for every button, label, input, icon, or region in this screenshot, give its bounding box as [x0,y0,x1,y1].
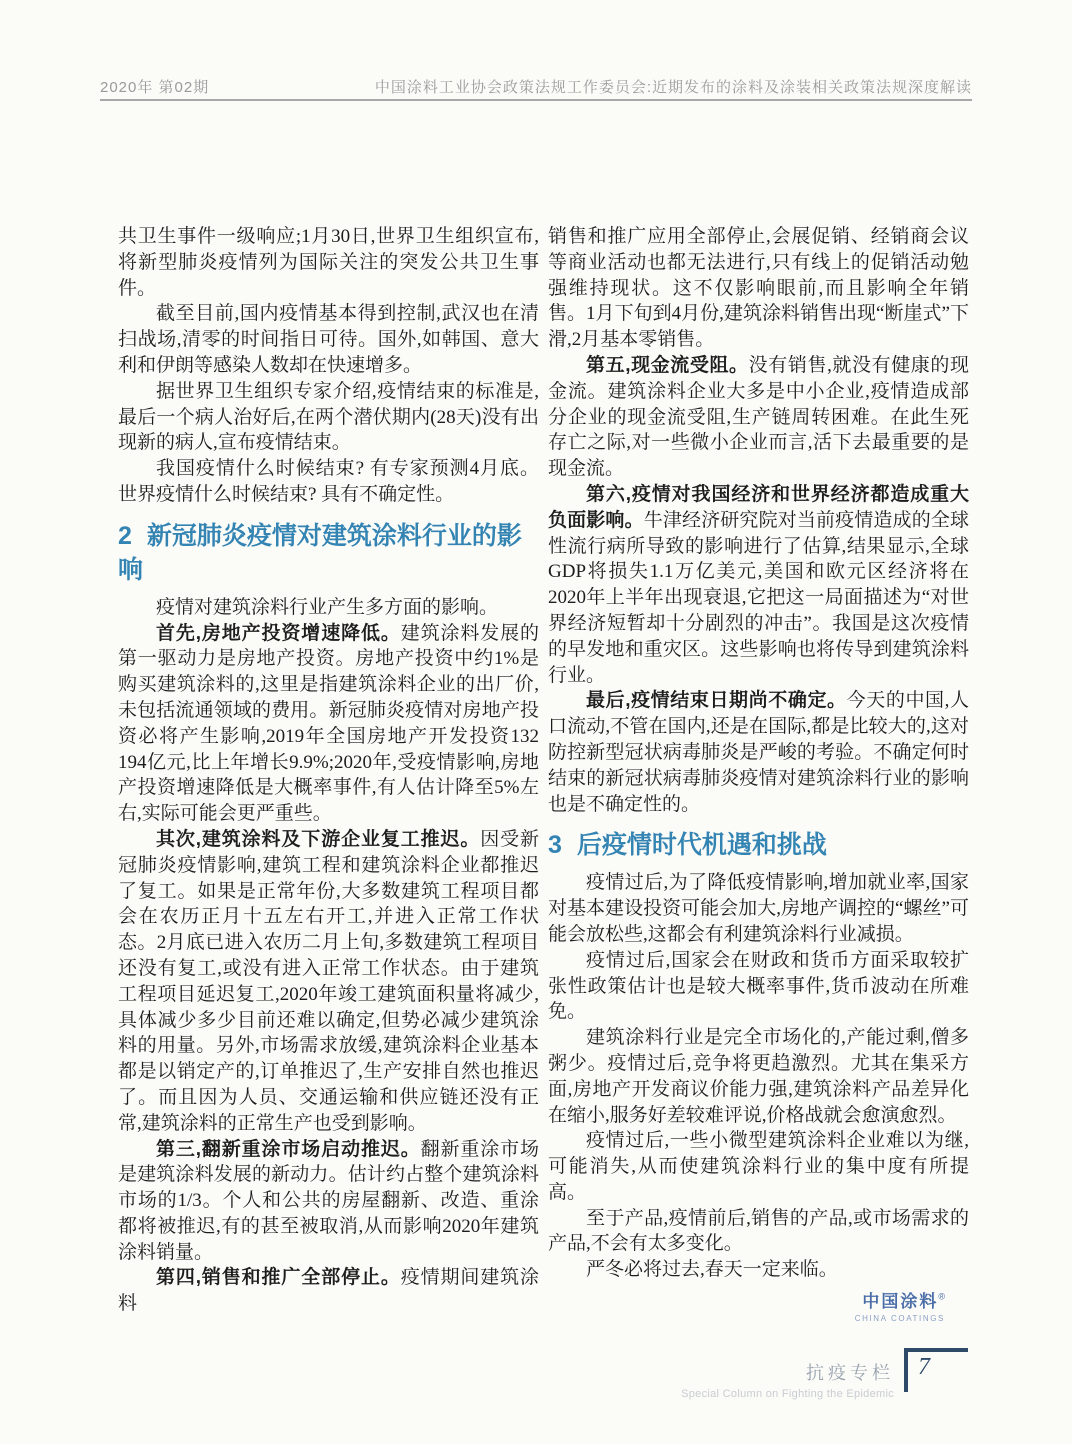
paragraph-text: 疫情过后,国家会在财政和货币方面采取较扩张性政策估计也是较大概率事件,货币波动在所难免。 [548,949,969,1023]
paragraph [548,1206,969,1258]
paragraph-lead: 第五,现金流受阻。 [586,354,749,376]
paragraph-text: 牛津经济研究院对当前疫情造成的全球性流行病所导致的影响进行了估算,结果显示,全球GDP将损失1.1万亿美元,美国和欧元区经济将在2020年上半年出现衰退,它把这一局面描述为“对世界经济短暂却十分剧烈的冲击”。我国是这次疫情的早发地和重灾区。这些影响也将传导到建筑涂料行业。 [548,509,969,686]
paragraph-text: 共卫生事件一级响应;1月30日,世界卫生组织宣布,将新型肺炎疫情列为国际关注的突发公共卫生事件。 [118,226,539,299]
paragraph [118,621,539,827]
header-divider [100,99,972,101]
paragraph-text: 没有销售,就没有健康的现金流。建筑涂料企业大多是中小企业,疫情造成部分企业的现金流受阻,生产链周转困难。在此生死存亡之际,对一些微小企业而言,活下去最重要的是现金流。 [548,354,969,480]
page-header [100,76,972,97]
paragraph-text: 建筑涂料行业是完全市场化的,产能过剩,僧多粥少。疫情过后,竞争将更趋激烈。尤其在集采方面,房地产开发商议价能力强,建筑涂料产品差异化在缩小,服务好差较难评说,价格战就会愈演愈烈。 [548,1027,969,1126]
registered-trademark-icon: ® [938,1291,945,1302]
paragraph-lead: 最后,疫情结束日期尚不确定。 [586,690,847,712]
issue-label: 2020年 第02期 [100,79,210,96]
paragraph-text: 我国疫情什么时候结束? 有专家预测4月底。世界疫情什么时候结束? 具有不确定性。 [118,458,539,505]
paragraph [118,456,539,508]
section-heading-3 [548,828,969,862]
paragraph-text: 至于产品,疫情前后,销售的产品,或市场需求的产品,不会有太多变化。 [548,1207,969,1255]
section-title: 新冠肺炎疫情对建筑涂料行业的影响 [118,521,522,584]
paragraph [118,595,539,621]
paragraph [118,379,539,456]
paragraph-text: 建筑涂料发展的第一驱动力是房地产投资。房地产投资中约1%是购买建筑涂料的,这里是指建筑涂料企业的出厂价,未包括流通领域的费用。新冠肺炎疫情对房地产投资必将产生影响,2019年全国房地产开发投资132 194亿元,比上年增长9.9%;2020年,受疫情影响,房地产投资增速降低是大概率事件,有人估计降至5%左右,实际可能会更严重些。 [118,622,539,825]
paragraph [118,1265,539,1317]
page-number: 7 [918,1354,930,1380]
column-left [118,224,539,1317]
paragraph-lead: 第六,疫情对我国经济和世界经济都造成重大负面影响。 [548,483,969,531]
paragraph [548,948,969,1025]
paragraph-text: 截至目前,国内疫情基本得到控制,武汉也在清扫战场,清零的时间指日可待。国外,如韩国、意大利和伊朗等感染人数却在快速增多。 [118,303,539,376]
paragraph-text: 翻新重涂市场是建筑涂料发展的新动力。估计约占整个建筑涂料市场的1/3。个人和公共的房屋翻新、改造、重涂都将被推迟,有的甚至被取消,从而影响2020年建筑涂料销量。 [118,1138,539,1263]
paragraph [548,353,969,482]
paragraph-lead: 其次,建筑涂料及下游企业复工推迟。 [156,828,481,850]
section-number: 2 [118,521,132,550]
paragraph [548,1128,969,1205]
paragraph-text: 今天的中国,人口流动,不管在国内,还是在国际,都是比较大的,这对防控新型冠状病毒肺炎是严峻的考验。不确定何时结束的新冠状病毒肺炎疫情对建筑涂料行业的影响也是不确定性的。 [548,690,969,815]
section-heading-2 [118,519,539,587]
paragraph-lead: 第三,翻新重涂市场启动推迟。 [156,1138,421,1160]
footer-column-title [681,1348,894,1400]
paragraph-text: 因受新冠肺炎疫情影响,建筑工程和建筑涂料企业都推迟了复工。如果是正常年份,大多数建筑工程项目都会在农历正月十五左右开工,并进入正常工作状态。2月底已进入农历二月上旬,多数建筑工程项目还没有复工,或没有进入正常工作状态。由于建筑工程项目延迟复工,2020年竣工建筑面积量将减少,具体减少多少目前还难以确定,但势必减少建筑涂料的用量。另外,市场需求放缓,建筑涂料企业基本都是以销定产的,订单推迟了,生产安排自然也推迟了。而且因为人员、交通运输和供应链还没有正常,建筑涂料的正常生产也受到影响。 [118,828,539,1134]
section-title: 后疫情时代机遇和挑战 [576,831,827,860]
paragraph [548,482,969,688]
page-footer [681,1348,968,1400]
paragraph-text: 严冬必将过去,春天一定来临。 [586,1259,838,1281]
column-right [548,224,969,1323]
footer-column-title-cn: 抗疫专栏 [806,1363,894,1383]
paragraph-text: 销售和推广应用全部停止,会展促销、经销商会议等商业活动也都无法进行,只有线上的促销活动勉强维持现状。这不仅影响眼前,而且影响全年销售。1月下旬到4月份,建筑涂料销售出现“断崖式”下滑,2月基本零销售。 [548,226,969,351]
paragraph [548,870,969,947]
section-number: 3 [548,831,562,860]
paragraph-text: 疫情对建筑涂料行业产生多方面的影响。 [156,596,499,618]
page-number-box [904,1348,968,1392]
paragraph [118,224,539,301]
paragraph-text: 疫情过后,一些小微型建筑涂料企业难以为继,可能消失,从而使建筑涂料行业的集中度有所提高。 [548,1130,969,1203]
paragraph [548,224,969,353]
paragraph-text: 疫情期间建筑涂料 [118,1267,539,1315]
running-title: 中国涂料工业协会政策法规工作委员会:近期发布的涂料及涂装相关政策法规深度解读 [374,79,972,96]
paragraph [548,1257,969,1283]
paragraph [118,1137,539,1266]
paragraph [118,827,539,1137]
paragraph-text: 据世界卫生组织专家介绍,疫情结束的标准是,最后一个病人治好后,在两个潜伏期内(28天)没有出现新的病人,宣布疫情结束。 [118,380,539,454]
paragraph-lead: 第四,销售和推广全部停止。 [156,1267,401,1289]
paragraph [118,301,539,378]
logo-en-text: CHINA COATINGS [854,1313,945,1323]
china-coatings-logo [548,1291,969,1323]
paragraph [548,1025,969,1128]
paragraph-text: 疫情过后,为了降低疫情影响,增加就业率,国家对基本建设投资可能会加大,房地产调控的“螺丝”可能会放松些,这都会有利建筑涂料行业减损。 [548,872,969,945]
paragraph [548,688,969,817]
paragraph-lead: 首先,房地产投资增速降低。 [156,622,401,644]
footer-column-title-en: Special Column on Fighting the Epidemic [681,1388,894,1400]
logo-cn-text: 中国涂料 [862,1292,939,1312]
